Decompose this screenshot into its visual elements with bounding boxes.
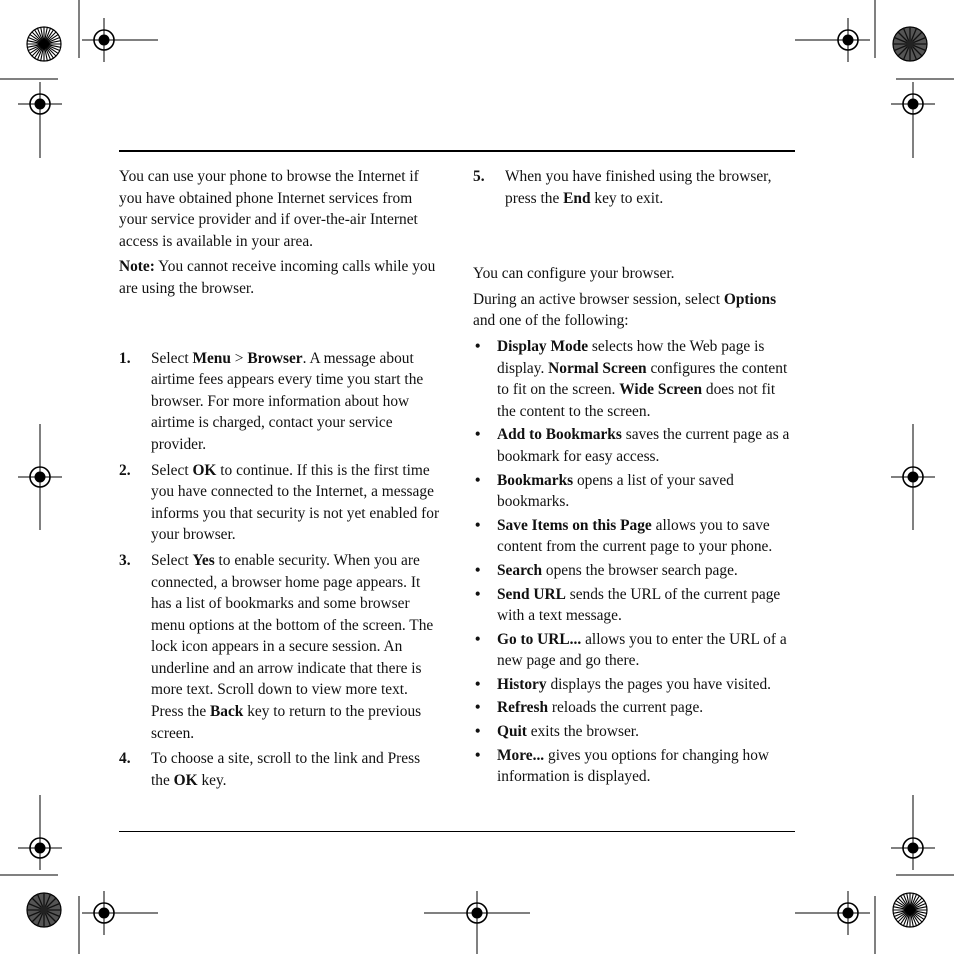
option-name: Send URL bbox=[497, 585, 566, 603]
option-name: Search bbox=[497, 561, 543, 579]
step-text: Select bbox=[151, 349, 193, 367]
ok-key: OK bbox=[173, 771, 198, 789]
step-number: 1. bbox=[119, 349, 131, 367]
bullet-bookmarks: • Bookmarks opens a list of your saved bookmarks. bbox=[475, 471, 734, 511]
step-4 bbox=[119, 748, 441, 791]
right-column bbox=[473, 166, 795, 790]
note-text: You cannot receive incoming calls while you are using the browser. bbox=[119, 258, 436, 297]
step-text: Select bbox=[151, 551, 193, 569]
bullet-dot: • bbox=[475, 516, 481, 534]
bullet-dot: • bbox=[475, 699, 481, 717]
end-key: End bbox=[563, 189, 591, 207]
option-name: Bookmarks bbox=[497, 471, 574, 489]
option-name: Normal Screen bbox=[548, 359, 647, 377]
bullet-refresh: • Refresh reloads the current page. bbox=[473, 697, 795, 719]
yes-key: Yes bbox=[192, 551, 215, 569]
option-name: Wide Screen bbox=[619, 381, 703, 399]
step-text: to enable security. When you are connected, a browser home page appears. It has a list of bookmarks and some browser menu options at the bottom of the screen. The lock icon appears in a secure session. An underline and an arrow indicate that there is more text. Scroll down to view more text. Press the bbox=[151, 551, 434, 721]
bullet-dot: • bbox=[475, 561, 481, 579]
bottom-rule bbox=[119, 831, 795, 832]
step-number: 3. bbox=[119, 551, 131, 569]
step-text: key. bbox=[197, 771, 227, 789]
step-text: key to return to the previous screen. bbox=[151, 703, 422, 742]
note-label: Note: bbox=[119, 258, 155, 276]
bullet-search: • Search opens the browser search page. bbox=[473, 560, 795, 582]
step-number: 4. bbox=[119, 750, 131, 768]
step-1 bbox=[119, 348, 441, 456]
back-key: Back bbox=[210, 703, 244, 721]
step-text: . A message about airtime fees appears every time you start the browser. For more information about how airtime is charged, contact your service provider. bbox=[151, 349, 424, 453]
left-column bbox=[119, 166, 441, 795]
ok-key: OK bbox=[192, 461, 217, 479]
top-rule bbox=[119, 150, 795, 152]
step-text: When you have finished using the browser, press the bbox=[505, 168, 772, 207]
bullet-history: • History displays the pages you have visited. bbox=[473, 674, 795, 696]
bullet-dot: • bbox=[475, 675, 481, 693]
step-text: > bbox=[230, 349, 248, 367]
bullet-dot: • bbox=[475, 471, 481, 489]
bullet-go-to-url: • Go to URL... allows you to enter the URL of a new page and go there. bbox=[475, 630, 787, 670]
step-text: to continue. If this is the first time you have connected to the Internet, a message informs you that security is not yet enabled for your browser. bbox=[151, 461, 440, 544]
step-2 bbox=[119, 460, 441, 546]
note-paragraph bbox=[119, 256, 441, 299]
step-5 bbox=[473, 166, 795, 209]
option-name: History bbox=[497, 675, 547, 693]
bullet-dot: • bbox=[475, 630, 481, 648]
browser-key: Browser bbox=[247, 349, 303, 367]
configure-paragraph: You can configure your browser. bbox=[473, 265, 675, 283]
option-name: Go to URL... bbox=[497, 630, 582, 648]
bullet-dot: • bbox=[475, 723, 481, 741]
menu-key: Menu bbox=[192, 349, 231, 367]
bullet-save-items: • Save Items on this Page allows you to save content from the current page to your phone. bbox=[475, 516, 773, 556]
bullet-display-mode: • Display Mode selects how the Web page is display. Normal Screen configures the content to fit on the screen. Wide Screen does not fit the content to the screen. bbox=[475, 337, 788, 420]
bullet-dot: • bbox=[475, 426, 481, 444]
step-3 bbox=[119, 550, 441, 744]
bullet-dot: • bbox=[475, 337, 481, 355]
step-text: key to exit. bbox=[590, 189, 664, 207]
bullet-add-to-bookmarks: • Add to Bookmarks saves the current page as a bookmark for easy access. bbox=[475, 426, 790, 465]
options-paragraph: During an active browser session, select Options and one of the following: bbox=[473, 290, 777, 330]
option-name: Quit bbox=[497, 723, 527, 741]
step-text: To choose a site, scroll to the link and Press the bbox=[151, 750, 421, 789]
option-name: Display Mode bbox=[497, 337, 589, 355]
bullet-quit: • Quit exits the browser. bbox=[473, 721, 795, 743]
bullet-dot: • bbox=[475, 585, 481, 603]
bullet-send-url: • Send URL sends the URL of the current page with a text message. bbox=[475, 585, 781, 625]
options-key: Options bbox=[723, 290, 777, 308]
option-name: More... bbox=[497, 746, 545, 764]
bullet-more: • More... gives you options for changing how information is displayed. bbox=[475, 746, 770, 786]
step-number: 5. bbox=[473, 168, 485, 185]
step-number: 2. bbox=[119, 461, 131, 479]
option-name: Refresh bbox=[497, 699, 549, 717]
intro-paragraph: You can use your phone to browse the Internet if you have obtained phone Internet services from your service provider and if over-the-air Internet access is available in your area. bbox=[119, 168, 419, 250]
option-name: Save Items on this Page bbox=[497, 516, 652, 534]
bullet-dot: • bbox=[475, 746, 481, 764]
step-text: Select bbox=[151, 461, 193, 479]
option-name: Add to Bookmarks bbox=[497, 426, 622, 444]
